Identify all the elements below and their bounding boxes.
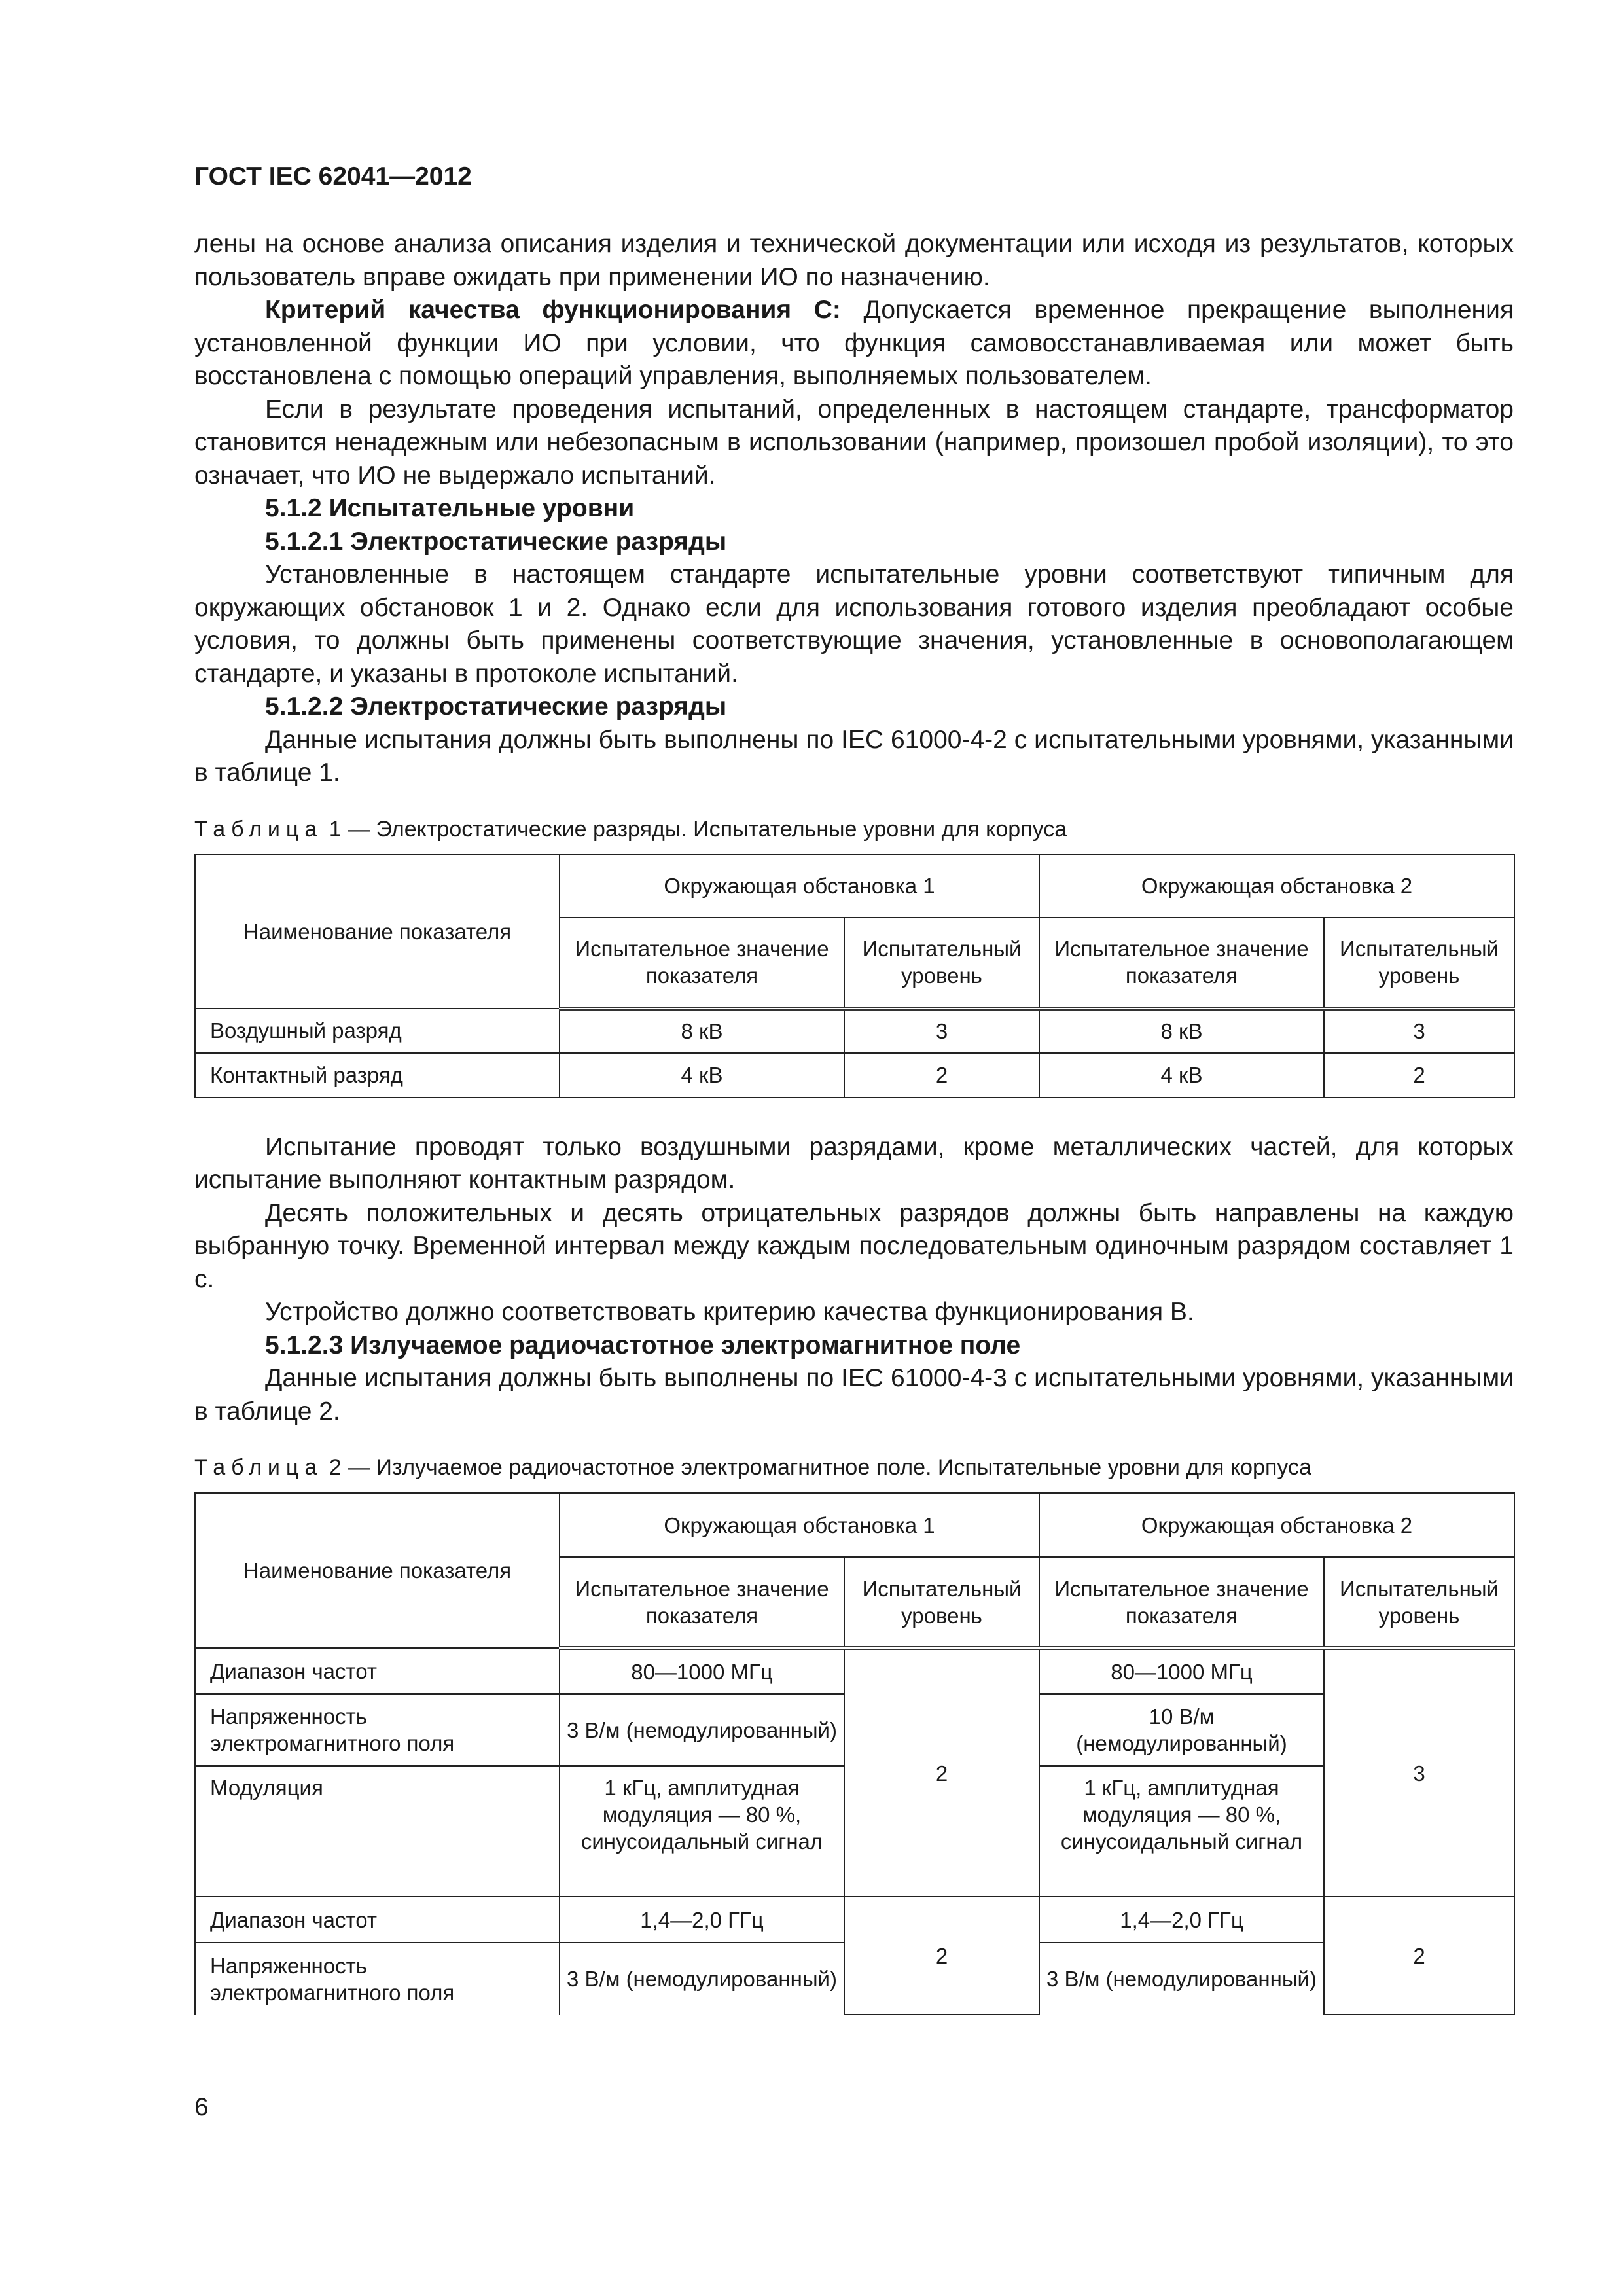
table-row: [195, 1648, 1514, 1694]
table-cell: 2: [844, 1053, 1039, 1098]
paragraph: Устройство должно соответствовать критерию качества функционирования В.: [265, 1298, 1194, 1326]
header-cell: Окружающая обстановка 2: [1039, 855, 1514, 918]
table-cell: 3 В/м (немодулированный): [560, 1943, 844, 2015]
paragraph: Данные испытания должны быть выполнены по IEC 61000-4-2 с испытательными уровнями, указанными в таблице 1.: [194, 725, 1514, 787]
document-body: [194, 228, 1514, 2015]
section-heading: 5.1.2 Испытательные уровни: [265, 494, 635, 522]
table-cell: 3: [844, 1009, 1039, 1053]
table-cell: 3 В/м (немодулированный): [1039, 1943, 1324, 2015]
header-cell: Испытательный уровень: [844, 918, 1039, 1009]
header-cell: Испытательное значение показателя: [560, 918, 844, 1009]
paragraph: [194, 294, 1514, 393]
paragraph: Десять положительных и десять отрицательных разрядов должны быть направлены на каждую выбранную точку. Временной интервал между каждым последовательным одиночным разрядом составляет 1 с.: [194, 1198, 1514, 1293]
document-header: ГОСТ IEC 62041—2012: [194, 162, 472, 190]
table-cell: 80—1000 МГц: [1039, 1648, 1324, 1694]
criterion-text: Допускается временное прекращение выполнения установленной функции ИО при условии, что функция самовосстанавливаемая или может быть восстановлена с помощью операций управления, выполняемых пользователем.: [194, 296, 1514, 390]
table-cell: 1 кГц, амплитудная модуляция — 80 %, синусоидальный сигнал: [560, 1766, 844, 1897]
section-heading: 5.1.2.2 Электростатические разряды: [265, 692, 727, 721]
paragraph: Если в результате проведения испытаний, определенных в настоящем стандарте, трансформатор становится ненадежным или небезопасным в использовании (например, произошел пробой изоляции), то это означает, что ИО не выдержало испытаний.: [194, 395, 1514, 490]
table-cell: Диапазон частот: [195, 1897, 560, 1943]
section-heading: 5.1.2.1 Электростатические разряды: [265, 527, 727, 556]
header-cell: Испытательное значение показателя: [560, 1557, 844, 1648]
table-caption-label: Таблица: [194, 816, 323, 842]
table-row: [195, 1897, 1514, 1943]
table-caption-text: 1 — Электростатические разряды. Испытательные уровни для корпуса: [323, 816, 1067, 842]
table-cell: 8 кВ: [1039, 1009, 1324, 1053]
header-cell: Испытательное значение показателя: [1039, 918, 1324, 1009]
table-cell: 4 кВ: [1039, 1053, 1324, 1098]
section-heading: 5.1.2.3 Излучаемое радиочастотное электромагнитное поле: [265, 1331, 1021, 1359]
table-caption-label: Таблица: [194, 1455, 323, 1480]
paragraph: Установленные в настоящем стандарте испытательные уровни соответствуют типичным для окружающих обстановок 1 и 2. Однако если для использования готового изделия преобладают особые условия, то должны быть применены соответствующие значения, установленные в основополагающем стандарте, и указаны в протоколе испытаний.: [194, 560, 1514, 688]
table-cell: 1,4—2,0 ГГц: [1039, 1897, 1324, 1943]
table-1: [194, 854, 1515, 1098]
paragraph: лены на основе анализа описания изделия и технической документации или исходя из результатов, которых пользователь вправе ожидать при применении ИО по назначению.: [194, 230, 1514, 291]
table-cell: Модуляция: [195, 1766, 560, 1897]
table-cell: 8 кВ: [560, 1009, 844, 1053]
paragraph: Испытание проводят только воздушными разрядами, кроме металлических частей, для которых испытание выполняют контактным разрядом.: [194, 1132, 1514, 1194]
table-cell: 2: [1324, 1053, 1514, 1098]
table-cell: Воздушный разряд: [195, 1009, 560, 1053]
table-cell: 80—1000 МГц: [560, 1648, 844, 1694]
header-cell: Испытательный уровень: [1324, 918, 1514, 1009]
table-cell: 1 кГц, амплитудная модуляция — 80 %, синусоидальный сигнал: [1039, 1766, 1324, 1897]
header-cell: Испытательное значение показателя: [1039, 1557, 1324, 1648]
table-cell: Диапазон частот: [195, 1648, 560, 1694]
table-cell: Напряженность электромагнитного поля: [195, 1943, 560, 2015]
table-cell: Напряженность электромагнитного поля: [195, 1694, 560, 1766]
table-cell: 1,4—2,0 ГГц: [560, 1897, 844, 1943]
header-cell: Окружающая обстановка 1: [560, 1493, 1039, 1557]
paragraph: Данные испытания должны быть выполнены по IEC 61000-4-3 с испытательными уровнями, указанными в таблице 2.: [194, 1364, 1514, 1426]
table-cell: 2: [844, 1648, 1039, 1897]
table-row: [195, 1053, 1514, 1098]
header-cell: Испытательный уровень: [1324, 1557, 1514, 1648]
table-cell: 3 В/м (немодулированный): [560, 1694, 844, 1766]
criterion-label: Критерий качества функционирования С:: [265, 296, 841, 324]
page-number: 6: [194, 2093, 209, 2121]
header-cell: Наименование показателя: [195, 1493, 560, 1648]
header-cell: Наименование показателя: [195, 855, 560, 1009]
table-cell: 3: [1324, 1009, 1514, 1053]
header-cell: Окружающая обстановка 2: [1039, 1493, 1514, 1557]
table-cell: 2: [844, 1897, 1039, 2015]
table-cell: 3: [1324, 1648, 1514, 1897]
table-caption-text: 2 — Излучаемое радиочастотное электромагнитное поле. Испытательные уровни для корпуса: [323, 1455, 1311, 1480]
table-cell: 4 кВ: [560, 1053, 844, 1098]
table-cell: 2: [1324, 1897, 1514, 2015]
table-caption: [194, 1454, 1514, 1480]
table-cell: Контактный разряд: [195, 1053, 560, 1098]
table-cell: 10 В/м (немодулированный): [1039, 1694, 1324, 1766]
header-cell: Испытательный уровень: [844, 1557, 1039, 1648]
table-2: [194, 1492, 1515, 2015]
table-row: [195, 1009, 1514, 1053]
header-cell: Окружающая обстановка 1: [560, 855, 1039, 918]
table-caption: [194, 816, 1514, 842]
